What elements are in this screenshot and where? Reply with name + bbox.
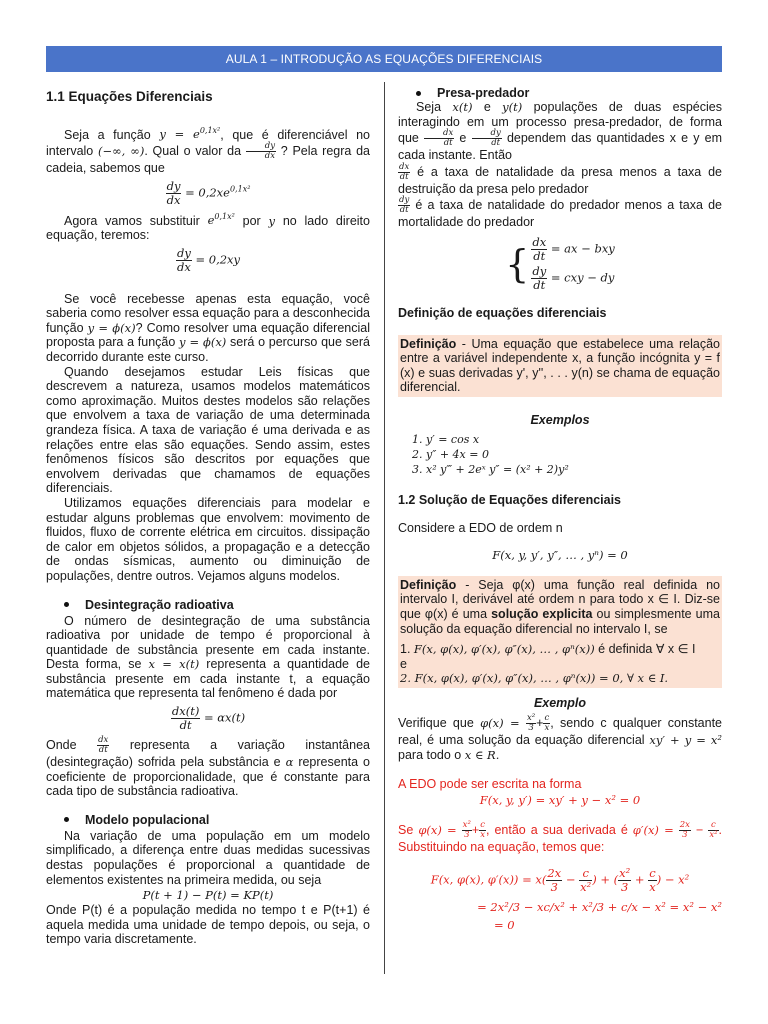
paragraph-predator-prey: Seja x(t) e y(t) populações de duas espécies interagindo em um processo presa-predador, de forma que $\frac{dx}{dt}$ e $\frac{dy}{dt}$ dependem das quantidades x e y em cada instante. Então xyxy=(398,100,722,163)
list-item: 2. y″ + 4x = 0 xyxy=(426,447,722,462)
example-text: Verifique que φ(x) = $\frac{\text{x²}}{3}$ + $\frac{c}{x}$ , sendo c qualquer constante real, é uma solução da equação diferencial xy′ + y = x² para todo o x ∈ R. xyxy=(398,713,722,763)
column-divider xyxy=(384,82,385,974)
definition-box: Definição - Uma equação que estabelece uma relação entre a variável independente x, a função incógnita y = f (x) e suas derivadas y', y'', . . . y(n) se chama de equação diferencial. xyxy=(398,335,722,397)
equation-edo: F(x, y, y′, y″, … , yⁿ) = 0 xyxy=(492,547,628,562)
paragraph-substitute: Agora vamos substituir $e^{0,1x^2}$ por y no lado direito equação, teremos: xyxy=(46,212,370,243)
equation-system: { $\frac{dx}{dt}$ = ax − bxy $\frac{dy}{dt}$ = cxy − dy xyxy=(505,234,615,292)
paragraph-physics: Quando desejamos estudar Leis físicas que descrevem a natureza, usamos modelos matemáticos como aproximação. Muitos destes modelos são relações que envolvem a taxa de variação de uma determinada grandeza física. A taxa de variação é uma derivada e as relações entre elas são equações. Sendo assim, estes fenômenos físicos são descritos por equações que envolvem derivadas que chamamos de equações diferenciais. xyxy=(46,364,370,496)
subsection-heading: 1.2 Solução de Equações diferenciais xyxy=(398,492,622,507)
paragraph-population-explanation: Onde P(t) é a população medida no tempo t e P(t+1) é aquela medida uma unidade de tempo depois, ou seja, o tempo varia discretamente. xyxy=(46,903,370,947)
examples-title: Exemplos xyxy=(530,412,590,427)
consider-text: Considere a EDO de ordem n xyxy=(398,521,563,536)
paragraph-radioactive: O número de desintegração de uma substância radioativa por unidade de tempo é proporcional à quantidade de substância presente em cada instante. Desta forma, se x = x(t) representa a quantidade de substância presente em cada instante t, a equação matemática que representa tal fenômeno é dada por xyxy=(46,613,370,701)
examples-list xyxy=(398,432,722,477)
calc-line-1: F(x, φ(x), φ′(x)) = x( $\frac{2x}{3}$ − $\frac{c}{\text{x²}}$ ) + ( $\frac{\text{x²}}{3}$ + $\frac{c}{x}$ ) − x² xyxy=(430,865,690,894)
lesson-title-banner: AULA 1 – INTRODUÇÃO AS EQUAÇÕES DIFERENCIAIS xyxy=(46,46,722,72)
paragraph-applications: Utilizamos equações diferenciais para modelar e estudar alguns problemas que envolvem: movimento de fluidos, fluxo de corrente elétrica em circuitos. dissipação de calor em objetos sólidos, a propagação e a detecção de ondas sísmicas, aumento ou diminuição de populações, dentre outros. Vejamos alguns modelos. xyxy=(46,495,370,583)
calc-line-3: = 0 xyxy=(494,917,515,932)
definition-solution-box: Definição - Seja φ(x) uma função real definida no intervalo I, derivável até ordem n para todo x ∈ I. Diz-se que φ(x) é uma solução explicita ou simplesmente uma solução da equação diferencial no intervalo I, se 1. F(x, φ(x), φ′(x), φ″(x), … , φⁿ(x)) é definida ∀ x ∈ I e 2. F(x, φ(x), φ′(x), φ″(x), … , φⁿ(x)) = 0, ∀ x ∈ I. xyxy=(398,576,722,688)
equation-chain-rule: $\frac{dy}{dx}$ = $0,2xe^{0,1x^2}$ xyxy=(166,178,251,207)
example-title: Exemplo xyxy=(533,695,587,710)
paragraph-radioactive-explanation: Onde $\frac{dx}{dt}$ representa a variação instantânea (desintegração) sofrida pela substância e α representa o coeficiente de proporcionalidade, que é constante para cada tipo de substância radioativa. xyxy=(46,735,370,799)
paragraph-predator-rate: $\frac{dy}{dt}$ é a taxa de natalidade do predador menos a taxa de mortalidade do predador xyxy=(398,195,722,230)
list-item: 1. y′ = cos x xyxy=(426,432,722,447)
paragraph-function: Seja a função $y = e^{0,1x^2}$, que é diferenciável no intervalo (−∞, ∞). Qual o valor da $\frac{dy}{dx}$ ? Pela regra da cadeia, sabemos que xyxy=(46,126,371,176)
red-solution-block: A EDO pode ser escrita na forma F(x, y, y′) = xy′ + y − x² = 0 Se φ(x) = $\frac{\text{x²}}{3}$ + $\frac{c}{x}$ , então a sua derivada é φ′(x) = $\frac{2x}{3}$ − $\frac{c}{\text{x²}}$ . Substituindo na equação, temos que: F(x, φ(x), φ′(x)) = x( $\frac{2x}{3}$ − $\frac{c}{\text{x²}}$ ) + ( $\frac{\text{x²}}{3}$ + $\frac{c}{x}$ ) − x² = 2x²/3 − xc/x² + x²/3 + c/x − x² = x² − x² = 0 xyxy=(398,776,722,932)
equation-radioactive: $\frac{dx(t)}{dt}$ = αx(t) xyxy=(171,704,246,733)
paragraph-question: Se você recebesse apenas esta equação, você saberia como resolver essa equação para a desconhecida função y = ϕ(x)? Como resolver uma equação diferencial proposta para a função y = ϕ(x) será o percurso que será decorrido durante este curso. xyxy=(46,291,371,364)
equation-population: P(t + 1) − P(t) = KP(t) xyxy=(142,888,274,903)
bullet-radioactive: Desintegração radioativa xyxy=(46,598,370,612)
equation-dy-dx: $\frac{dy}{dx}$ = 0,2xy xyxy=(176,245,241,274)
bullet-predator-prey: Presa-predador xyxy=(398,86,722,100)
definition-heading: Definição de equações diferenciais xyxy=(398,305,607,320)
right-column xyxy=(398,84,722,936)
paragraph-population: Na variação de uma população em um modelo simplificado, a diferença entre duas medidas sucessivas destas populações é proporcional a quantidade de elementos existentes na primeira medida, ou seja xyxy=(46,828,370,887)
left-column xyxy=(46,84,370,947)
calc-line-2: = 2x²/3 − xc/x² + x²/3 + c/x − x² = x² − x² xyxy=(477,899,722,914)
paragraph-prey-rate: $\frac{dx}{dt}$ é a taxa de natalidade da presa menos a taxa de destruição da presa pelo predador xyxy=(398,161,722,196)
list-item: 3. x² y‴ + 2eˣ y″ = (x² + 2)y² xyxy=(426,462,722,477)
section-heading: 1.1 Equações Diferenciais xyxy=(46,89,213,104)
dy-dx-fraction: $\frac{dy}{dx}$ xyxy=(246,142,276,161)
bullet-population: Modelo populacional xyxy=(46,813,370,827)
